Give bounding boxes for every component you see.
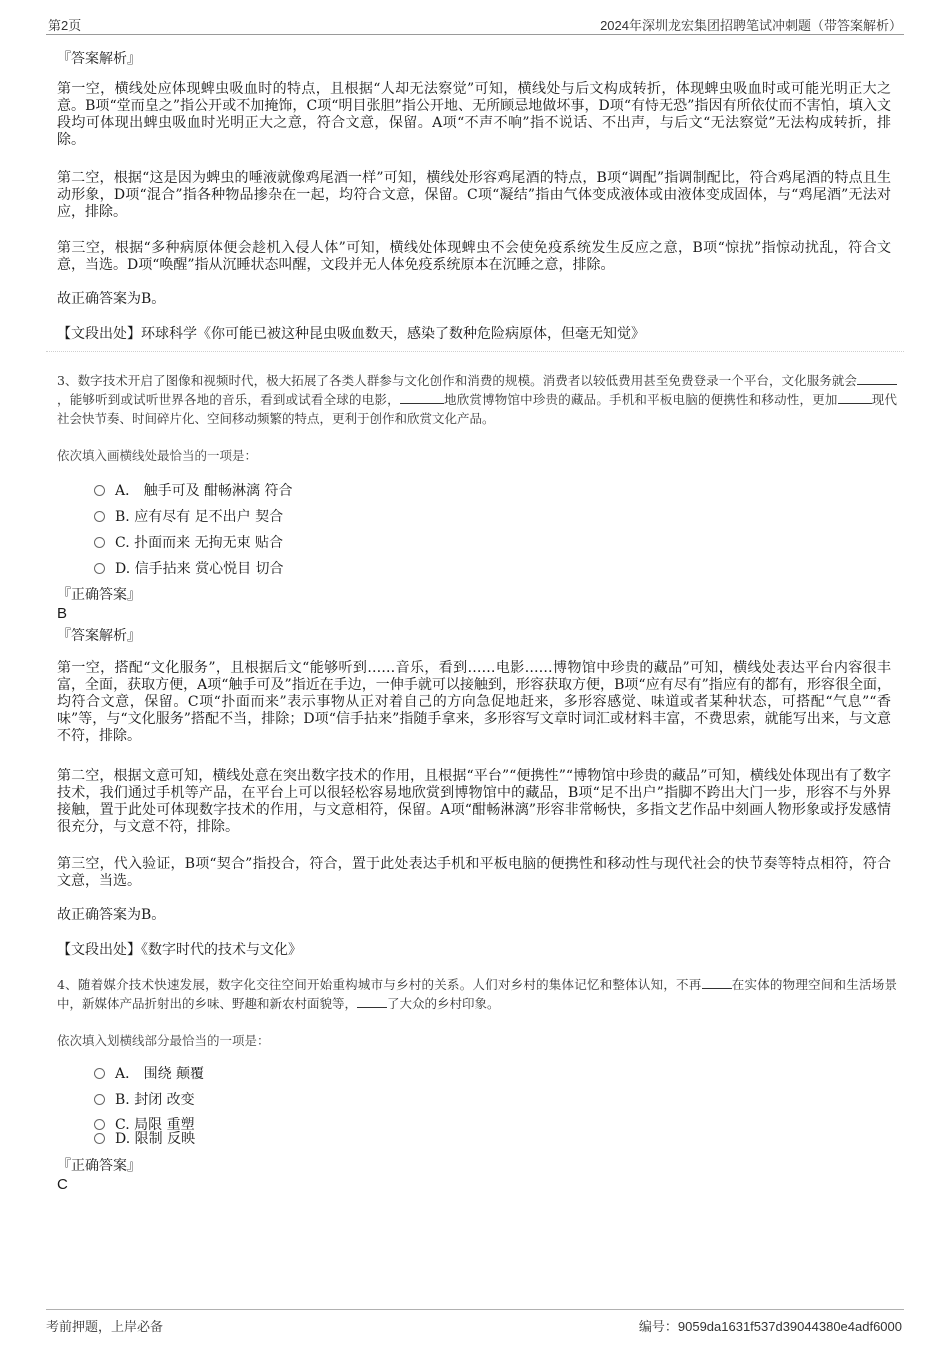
q3-blank-2: [400, 392, 444, 404]
q3-correct-answer: B: [57, 605, 68, 622]
q4-option-c[interactable]: C. 局限 重塑: [94, 1116, 195, 1134]
q3-analysis-para-1: 第一空，搭配“文化服务”，且根据后文“能够听到……音乐，看到……电影……博物馆中珍贵的藏品”可知，横线处表达平台内容很丰富，全面，获取方便，A项“触手可及”指近在手边，一伸手就可以接触到，形容获取方便，B项“应有尽有”指应有的都有，形容很全面，均符合文意，保留。C项“扑面而来”表示事物从正对着自己的方向急促地赶来，多形容感觉、味道或者某种状态，可搭配“气息”“香味”等，与“文化服务”搭配不当，排除；D项“信手拈来”指随手拿来，多形容写文章时词汇或材料丰富，不费思索，就能写出来，与文意不符，排除。: [57, 660, 891, 744]
q3-correct-label: 『正确答案』: [57, 587, 141, 603]
q4-stem: 4、随着媒介技术快速发展，数字化交往空间开始重构城市与乡村的关系。人们对乡村的集体记忆和整体认知，不再 在实体的物理空间和生活场景中，新媒体产品折射出的乡味、野趣和新农村面貌等， 了大众的乡村印象。: [57, 977, 897, 1011]
q3-analysis-para-2: 第二空，根据文意可知，横线处意在突出数字技术的作用，且根据“平台”“便携性”“博物馆中珍贵的藏品”可知，横线处体现出有了数字技术，我们通过手机等产品，在平台上可以很轻松容易地欣赏到博物馆中的藏品，B项“足不出户”指脚不跨出大门一步，形容不与外界接触，置于此处可体现数字技术的作用，与文意相符，保留。A项“酣畅淋漓”形容非常畅快，多指文艺作品中刻画人物形象或抒发感情很充分，与文意不符，排除。: [57, 768, 891, 835]
q4-option-a[interactable]: A． 围绕 颠覆: [94, 1065, 204, 1083]
radio-icon[interactable]: [94, 511, 105, 522]
radio-icon[interactable]: [94, 563, 105, 574]
q2-analysis-para-1: 第一空，横线处应体现蜱虫吸血时的特点，且根据“人却无法察觉”可知，横线处与后文构成转折，体现蜱虫吸血时或可能光明正大之意。B项“堂而皇之”指公开或不加掩饰，C项“明目张胆”指公开地、无所顾忌地做坏事，D项“有恃无恐”指因有所依仗而不害怕，填入文段均可体现出蜱虫吸血时光明正大之意，符合文意，保留。A项“不声不响”指不说话、不出声，与后文“无法察觉”无法构成转折，排除。: [57, 81, 891, 148]
radio-icon[interactable]: [94, 485, 105, 496]
q4-blank-2: [357, 996, 387, 1008]
radio-icon[interactable]: [94, 537, 105, 548]
q3-analysis-label: 『答案解析』: [57, 628, 141, 644]
radio-icon[interactable]: [94, 1068, 105, 1079]
q3-option-d[interactable]: D. 信手拈来 赏心悦目 切合: [94, 560, 284, 578]
page-footer: [46, 1309, 904, 1340]
page-number: 第2页: [48, 18, 82, 33]
q4-correct-label: 『正确答案』: [57, 1158, 141, 1174]
q4-correct-answer: C: [57, 1176, 68, 1193]
document-title: 2024年深圳龙宏集团招聘笔试冲刺题（带答案解析）: [600, 18, 902, 33]
q2-conclusion: 故正确答案为B。: [57, 291, 166, 307]
q3-source: 【文段出处】《数字时代的技术与文化》: [57, 942, 302, 958]
document-id: 编号：9059da1631f537d39044380e4adf6000: [638, 1319, 902, 1334]
q3-conclusion: 故正确答案为B。: [57, 907, 166, 923]
page-header: [46, 12, 904, 35]
radio-icon[interactable]: [94, 1133, 105, 1144]
q3-analysis-para-3: 第三空，代入验证，B项“契合”指投合，符合，置于此处表达手机和平板电脑的便携性和移动性与现代社会的快节奏等特点相符，符合文意，当选。: [57, 856, 891, 889]
q2-analysis-label: 『答案解析』: [57, 51, 141, 67]
q4-prompt: 依次填入划横线部分最恰当的一项是：: [57, 1033, 270, 1048]
q4-option-b[interactable]: B. 封闭 改变: [94, 1091, 195, 1109]
q3-option-c[interactable]: C. 扑面而来 无拘无束 贴合: [94, 534, 283, 552]
q4-blank-1: [702, 977, 732, 989]
footer-slogan: 考前押题，上岸必备: [46, 1319, 164, 1334]
q2-analysis-para-2: 第二空，根据“这是因为蜱虫的唾液就像鸡尾酒一样”可知，横线处形容鸡尾酒的特点，B项“调配”指调制配比，符合鸡尾酒的特点且生动形象，D项“混合”指各种物品掺杂在一起，均符合文意，保留。C项“凝结”指由气体变成液体或由液体变成固体，与“鸡尾酒”无法对应，排除。: [57, 170, 891, 220]
q3-option-b[interactable]: B. 应有尽有 足不出户 契合: [94, 508, 283, 526]
q3-blank-3: [838, 392, 872, 404]
radio-icon[interactable]: [94, 1119, 105, 1130]
q3-prompt: 依次填入画横线处最恰当的一项是：: [57, 448, 258, 463]
q2-source: 【文段出处】环球科学《你可能已被这种昆虫吸血数天，感染了数种危险病原体，但毫无知觉》: [57, 326, 645, 342]
section-divider: [46, 351, 904, 352]
q3-option-a[interactable]: A． 触手可及 酣畅淋漓 符合: [94, 482, 292, 500]
q4-option-d[interactable]: D. 限制 反映: [94, 1130, 195, 1148]
q3-stem: 3、数字技术开启了图像和视频时代，极大拓展了各类人群参与文化创作和消费的规模。消费者以较低费用甚至免费登录一个平台，文化服务就会，能够听到或试听世界各地的音乐，看到或试看全球的电影， 地欣赏博物馆中珍贵的藏品。手机和平板电脑的便携性和移动性，更加 现代社会快节奏、时间碎片化、空间移动频繁的特点，更利于创作和欣赏文化产品。: [57, 373, 897, 426]
q3-blank-1: [857, 373, 897, 385]
q2-analysis-para-3: 第三空，根据“多种病原体便会趁机入侵人体”可知，横线处体现蜱虫不会使免疫系统发生反应之意，B项“惊扰”指惊动扰乱，符合文意，当选。D项“唤醒”指从沉睡状态叫醒，文段并无人体免疫系统原本在沉睡之意，排除。: [57, 240, 891, 273]
radio-icon[interactable]: [94, 1094, 105, 1105]
